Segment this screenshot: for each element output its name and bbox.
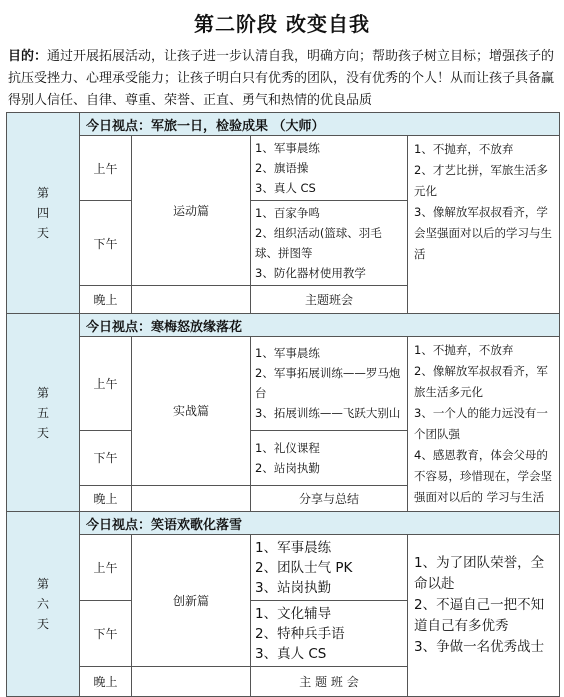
purpose-label: 目的： — [8, 49, 48, 64]
day4-evening-activity: 主题班会 — [251, 286, 408, 314]
day4-morning-label: 上午 — [80, 136, 132, 201]
day6-goals: 1、为了团队荣誉，全命以赴 2、不逼自己一把不知道自己有多优秀 3、争做一名优秀战士 — [408, 535, 560, 697]
day4-evening-label: 晚上 — [80, 286, 132, 314]
day6-blank — [132, 667, 251, 697]
day5-afternoon-label: 下午 — [80, 430, 132, 485]
day6-evening-activity: 主 题 班 会 — [251, 667, 408, 697]
day5-evening-activity: 分享与总结 — [251, 485, 408, 511]
day6-category: 创新篇 — [132, 535, 251, 667]
day6-header-row — [7, 512, 560, 535]
day5-header-row — [7, 314, 560, 337]
day6-afternoon-activities: 1、文化辅导 2、特种兵手语 3、真人 CS — [251, 601, 408, 667]
purpose-text: 通过开展拓展活动，让孩子进一步认清自我，明确方向；帮助孩子树立目标；增强孩子的抗压受挫力、心理承受能力；让孩子明白只有优秀的团队，没有优秀的个人！从而让孩子具备赢得别人信任、自律、尊重、荣誉、正直、勇气和热情的优良品质 — [8, 49, 555, 108]
day5-headline: 今日视点：寒梅怒放缘落花 — [80, 314, 560, 337]
day4-label: 第 四 天 — [7, 113, 80, 314]
day5-afternoon-activities: 1、礼仪课程 2、站岗执勤 — [251, 430, 408, 485]
day4-header-row — [7, 113, 560, 136]
day5-morning-label: 上午 — [80, 337, 132, 431]
day5-evening-label: 晚上 — [80, 485, 132, 511]
day6-afternoon-label: 下午 — [80, 601, 132, 667]
day4-goals: 1、不抛弃，不放弃 2、才艺比拼，军旅生活多元化 3、像解放军叔叔看齐，学会坚强面对以后的学习与生活 — [408, 136, 560, 314]
day4-afternoon-activities: 1、百家争鸣 2、组织活动(篮球、羽毛球、拼图等 3、防化器材使用教学 — [251, 201, 408, 286]
day6-morning-activities: 1、军事晨练 2、团队士气 PK 3、站岗执勤 — [251, 535, 408, 601]
day6-headline: 今日视点：笑语欢歌化落雪 — [80, 512, 560, 535]
day5-blank — [132, 485, 251, 511]
day4-blank — [132, 286, 251, 314]
day5-morning-activities: 1、军事晨练 2、军事拓展训练——罗马炮台 3、拓展训练——飞跃大别山 — [251, 337, 408, 431]
day4-afternoon-label: 下午 — [80, 201, 132, 286]
day5-morning-row — [7, 337, 560, 431]
schedule-table — [6, 112, 560, 697]
day5-label: 第 五 天 — [7, 314, 80, 512]
day4-morning-activities: 1、军事晨练 2、旗语操 3、真人 CS — [251, 136, 408, 201]
purpose-paragraph — [8, 46, 556, 112]
day6-evening-label: 晚上 — [80, 667, 132, 697]
day5-goals: 1、不抛弃，不放弃 2、像解放军叔叔看齐，军旅生活多元化 3、一个人的能力远没有一个团队强 4、感恩教育，体会父母的不容易，珍惜现在，学会坚强面对以后的 学习与生活 — [408, 337, 560, 512]
day4-category: 运动篇 — [132, 136, 251, 286]
day6-label: 第 六 天 — [7, 512, 80, 697]
day6-morning-row — [7, 535, 560, 601]
day6-morning-label: 上午 — [80, 535, 132, 601]
day5-category: 实战篇 — [132, 337, 251, 486]
page-title: 第二阶段 改变自我 — [194, 11, 370, 36]
day4-morning-row — [7, 136, 560, 201]
day4-headline: 今日视点：军旅一日，检验成果 （大师） — [80, 113, 560, 136]
